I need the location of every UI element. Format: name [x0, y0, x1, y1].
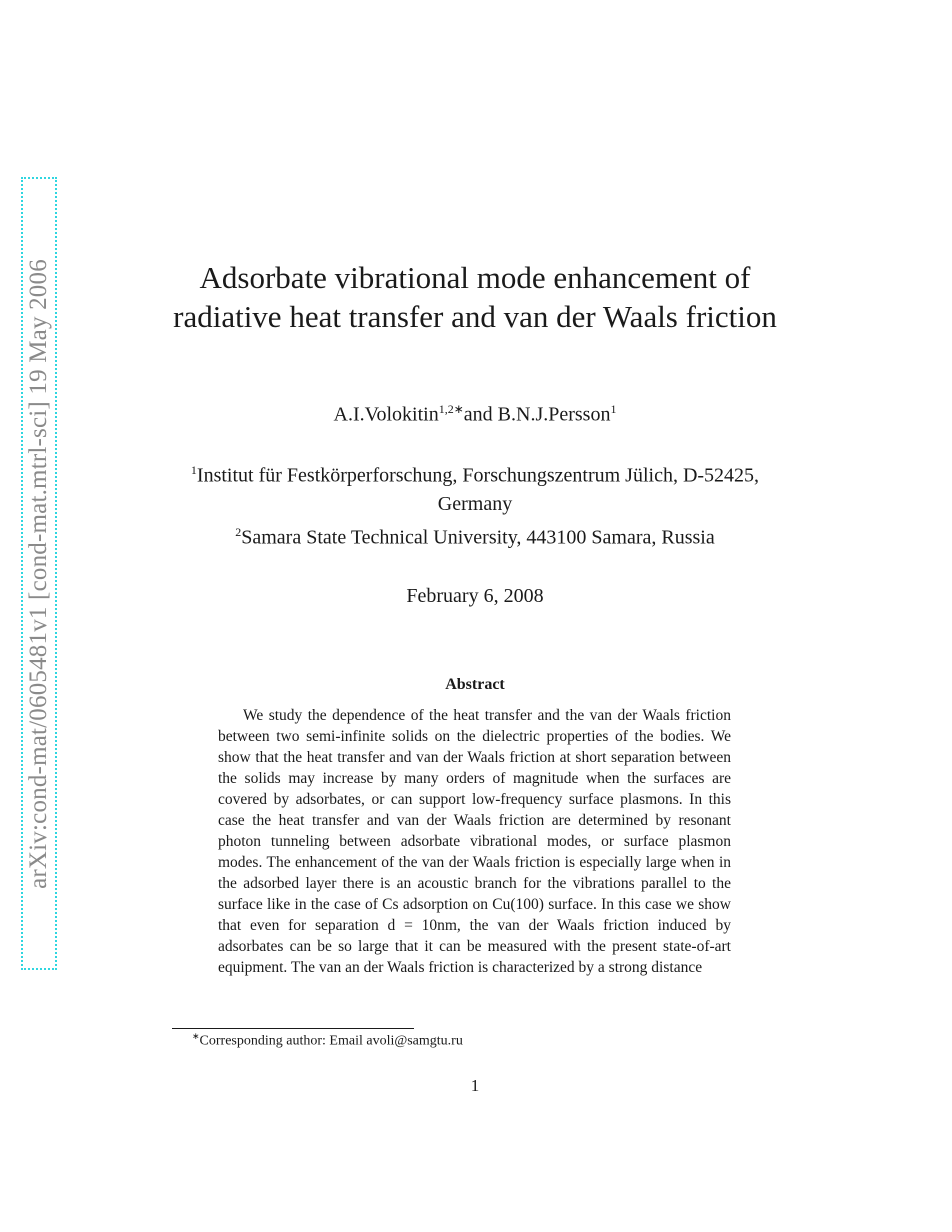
- author-2: and B.N.J.Persson: [463, 403, 611, 426]
- paper-date: February 6, 2008: [406, 585, 544, 607]
- footnote-mark: ∗: [192, 1031, 200, 1041]
- affiliation-text: Samara State Technical University, 443100 Samara, Russia: [241, 526, 715, 549]
- author-1-marks: 1,2∗: [438, 402, 464, 416]
- affiliation-mark: 2: [235, 524, 242, 539]
- author-1: A.I.Volokitin: [333, 403, 439, 426]
- author-line: [150, 402, 800, 427]
- affiliation-text: Institut für Festkörperforschung, Forschungszentrum Jülich, D-52425, Germany: [196, 464, 760, 515]
- footnote-text: Corresponding author: Email avoli@samgtu.ru: [199, 1033, 463, 1049]
- author-2-marks: 1: [610, 402, 617, 416]
- affiliation-1: [180, 456, 770, 518]
- affiliation-2: [180, 518, 770, 552]
- footnote: [192, 1031, 463, 1050]
- page-number: 1: [470, 1076, 480, 1095]
- abstract-body: We study the dependence of the heat transfer and the van der Waals friction between two semi-infinite solids on the dielectric properties of the bodies. We show that the heat transfer and van der Waals friction at short separation between the solids may increase by many orders of magnitude when the surfaces are covered by adsorbates, or can support low-frequency surface plasmons. In this case the heat transfer and van der Waals friction are determined by resonant photon tunneling between adsorbate vibrational modes, or surface plasmon modes. The enhancement of the van der Waals friction is especially large when in the adsorbed layer there is an acoustic branch for the vibrations parallel to the surface like in the case of Cs adsorption on Cu(100) surface. In this case we show that even for separation d = 10nm, the van der Waals friction induced by adsorbates can be so large that it can be measured with the present state-of-art equipment. The van an der Waals friction is characterized by a strong distance: [218, 707, 731, 976]
- paper-title: Adsorbate vibrational mode enhancement of radiative heat transfer and van der Waals friction: [173, 260, 777, 334]
- affiliations: [180, 456, 770, 551]
- footnote-divider: [172, 1028, 414, 1029]
- affiliation-mark: 1: [190, 463, 197, 477]
- arxiv-stamp-text: arXiv:cond-mat/0605481v1 [cond-mat.mtrl-sci] 19 May 2006: [25, 258, 53, 889]
- abstract-heading: Abstract: [445, 676, 505, 693]
- arxiv-stamp: [21, 177, 57, 970]
